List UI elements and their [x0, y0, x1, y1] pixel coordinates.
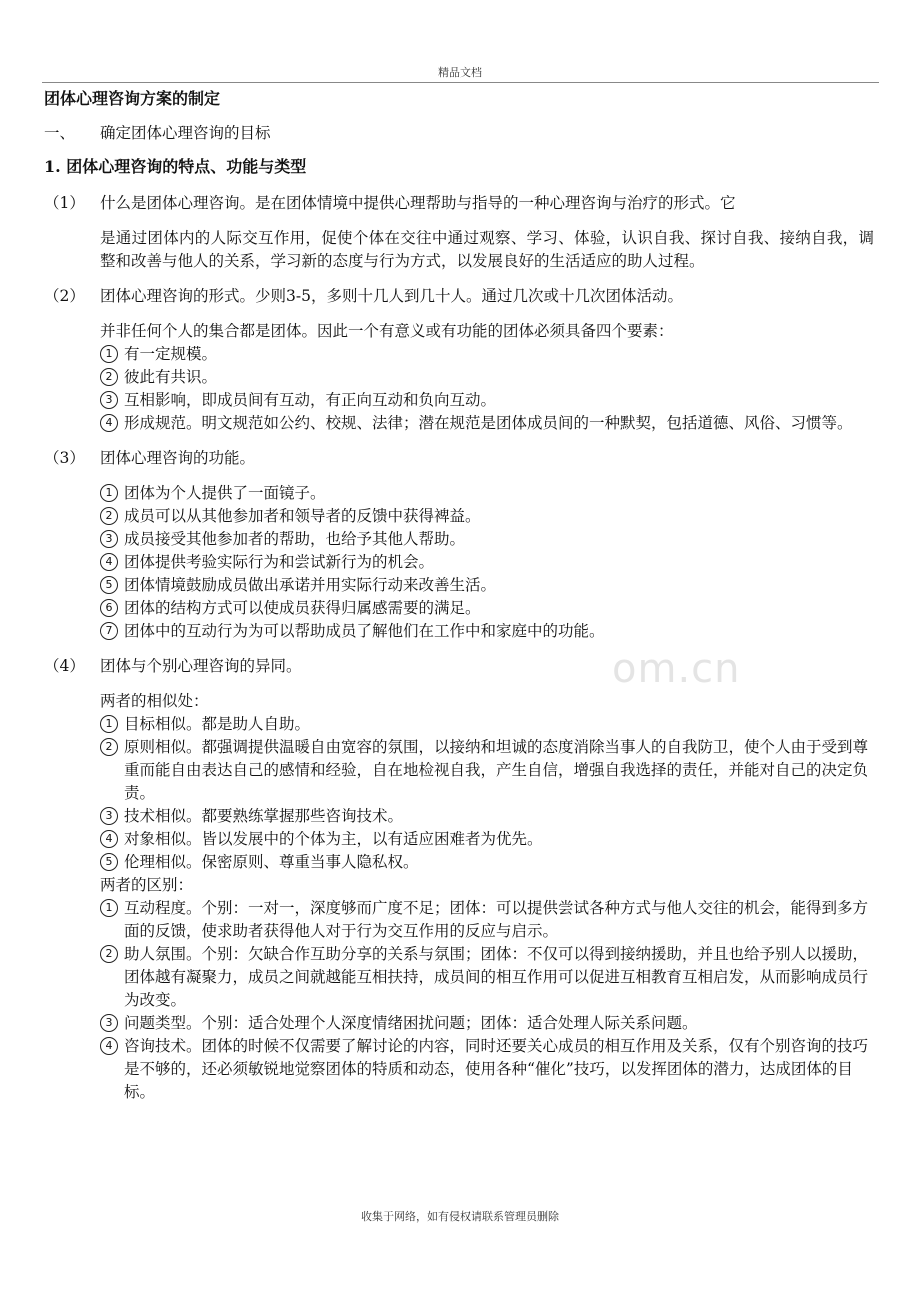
paragraph-continuation: 并非任何个人的集合都是团体。因此一个有意义或有功能的团体必须具备四个要素： — [100, 322, 674, 340]
list-item — [100, 1012, 874, 1035]
list-item-text: 目标相似。都是助人自助。 — [124, 715, 311, 733]
differences-list — [100, 897, 874, 1104]
circled-number: 4 — [100, 414, 118, 432]
paragraph-text: 团体与个别心理咨询的异同。 — [100, 657, 302, 675]
similarities-list — [100, 713, 874, 874]
list-item-text: 互动程度。个别：一对一，深度够而广度不足；团体：可以提供尝试各种方式与他人交往的机会，能得到多方面的反馈，使求助者获得他人对于行为交互作用的反应与启示。 — [124, 899, 869, 940]
circled-number: 4 — [100, 1037, 118, 1055]
list-item-text: 伦理相似。保密原则、尊重当事人隐私权。 — [124, 853, 419, 871]
list-item-text: 问题类型。个别：适合处理个人深度情绪困扰问题；团体：适合处理人际关系问题。 — [124, 1014, 698, 1032]
list-item-text: 技术相似。都要熟练掌握那些咨询技术。 — [124, 807, 404, 825]
circled-number: 3 — [100, 1014, 118, 1032]
paragraph-number: （1） — [44, 194, 85, 212]
page-header: 精品文档 — [438, 66, 482, 79]
list-item — [100, 366, 874, 389]
list-item — [100, 736, 874, 805]
section-heading-1 — [44, 120, 874, 146]
paragraph-text: 什么是团体心理咨询。是在团体情境中提供心理帮助与指导的一种心理咨询与治疗的形式。它 — [100, 194, 736, 212]
circled-number: 6 — [100, 599, 118, 617]
list-item — [100, 343, 874, 366]
section-number: 一、 — [44, 124, 76, 142]
paragraph-1 — [44, 192, 874, 215]
circled-number: 4 — [100, 553, 118, 571]
list-item-text: 团体提供考验实际行为和尝试新行为的机会。 — [124, 553, 435, 571]
watermark: om.cn — [612, 646, 741, 692]
paragraph-text: 团体心理咨询的功能。 — [100, 449, 256, 467]
list-item — [100, 828, 874, 851]
list-item-text: 彼此有共识。 — [124, 368, 218, 386]
circled-number: 5 — [100, 576, 118, 594]
list-item-text: 有一定规模。 — [124, 345, 218, 363]
paragraph-4 — [44, 655, 874, 678]
circled-number: 2 — [100, 945, 118, 963]
list-item — [100, 597, 874, 620]
paragraph-number: （2） — [44, 287, 85, 305]
page-footer: 收集于网络，如有侵权请联系管理员删除 — [361, 1210, 559, 1223]
circled-number: 5 — [100, 853, 118, 871]
list-item — [100, 713, 874, 736]
circled-number: 3 — [100, 530, 118, 548]
circled-number: 1 — [100, 715, 118, 733]
paragraph-text: 团体心理咨询的形式。少则3-5，多则十几人到几十人。通过几次或十几次团体活动。 — [100, 287, 683, 305]
list-item — [100, 551, 874, 574]
paragraph-number: （3） — [44, 449, 85, 467]
list-item — [100, 528, 874, 551]
elements-list — [100, 343, 874, 435]
list-item — [100, 851, 874, 874]
circled-number: 3 — [100, 807, 118, 825]
list-item-text: 助人氛围。个别：欠缺合作互助分享的关系与氛围；团体：不仅可以得到接纳援助，并且也给予别人以援助，团体越有凝聚力，成员之间就越能互相扶持，成员间的相互作用可以促进互相教育互相启发，从而影响成员行为改变。 — [124, 945, 869, 1009]
list-item — [100, 620, 874, 643]
circled-number: 3 — [100, 391, 118, 409]
list-item — [100, 482, 874, 505]
list-item-text: 对象相似。皆以发展中的个体为主，以有适应困难者为优先。 — [124, 830, 543, 848]
circled-number: 2 — [100, 368, 118, 386]
list-item — [100, 412, 874, 435]
list-item-text: 团体中的互动行为为可以帮助成员了解他们在工作中和家庭中的功能。 — [124, 622, 605, 640]
list-item — [100, 897, 874, 943]
circled-number: 2 — [100, 738, 118, 756]
list-item-text: 成员可以从其他参加者和领导者的反馈中获得裨益。 — [124, 507, 481, 525]
document-title: 团体心理咨询方案的制定 — [44, 89, 221, 108]
header-rule — [42, 82, 879, 83]
list-item — [100, 943, 874, 1012]
circled-number: 7 — [100, 622, 118, 640]
list-item — [100, 1035, 874, 1104]
paragraph-3 — [44, 447, 874, 470]
circled-number: 1 — [100, 345, 118, 363]
circled-number: 4 — [100, 830, 118, 848]
list-item-text: 形成规范。明文规范如公约、校规、法律；潜在规范是团体成员间的一种默契，包括道德、风俗、习惯等。 — [124, 414, 853, 432]
list-item-text: 互相影响，即成员间有互动，有正向互动和负向互动。 — [124, 391, 497, 409]
list-item-text: 成员接受其他参加者的帮助，也给予其他人帮助。 — [124, 530, 466, 548]
list-item-text: 原则相似。都强调提供温暖自由宽容的氛围，以接纳和坦诚的态度消除当事人的自我防卫，使个人由于受到尊重而能自由表达自己的感情和经验，自在地检视自我，产生自信，增强自我选择的责任，并能对自己的决定负责。 — [124, 738, 869, 802]
list-item — [100, 805, 874, 828]
differences-label: 两者的区别： — [100, 876, 194, 894]
similarities-label: 两者的相似处： — [100, 692, 209, 710]
subsection-heading-1: 1. 团体心理咨询的特点、功能与类型 — [44, 157, 307, 176]
list-item-text: 团体为个人提供了一面镜子。 — [124, 484, 326, 502]
list-item-text: 团体情境鼓励成员做出承诺并用实际行动来改善生活。 — [124, 576, 497, 594]
circled-number: 1 — [100, 899, 118, 917]
circled-number: 1 — [100, 484, 118, 502]
list-item-text: 咨询技术。团体的时候不仅需要了解讨论的内容，同时还要关心成员的相互作用及关系，仅有个别咨询的技巧是不够的，还必须敏锐地觉察团体的特质和动态，使用各种“催化”技巧，以发挥团体的潜力，达成团体的目标。 — [124, 1037, 869, 1101]
list-item — [100, 389, 874, 412]
list-item — [100, 574, 874, 597]
paragraph-2 — [44, 285, 874, 308]
document-body — [44, 86, 874, 1104]
circled-number: 2 — [100, 507, 118, 525]
paragraph-continuation: 是通过团体内的人际交互作用，促使个体在交往中通过观察、学习、体验，认识自我、探讨自我、接纳自我，调整和改善与他人的关系，学习新的态度与行为方式，以发展良好的生活适应的助人过程。 — [100, 229, 874, 270]
paragraph-number: （4） — [44, 657, 85, 675]
functions-list — [100, 482, 874, 643]
section-title: 确定团体心理咨询的目标 — [100, 124, 271, 142]
list-item — [100, 505, 874, 528]
list-item-text: 团体的结构方式可以使成员获得归属感需要的满足。 — [124, 599, 481, 617]
